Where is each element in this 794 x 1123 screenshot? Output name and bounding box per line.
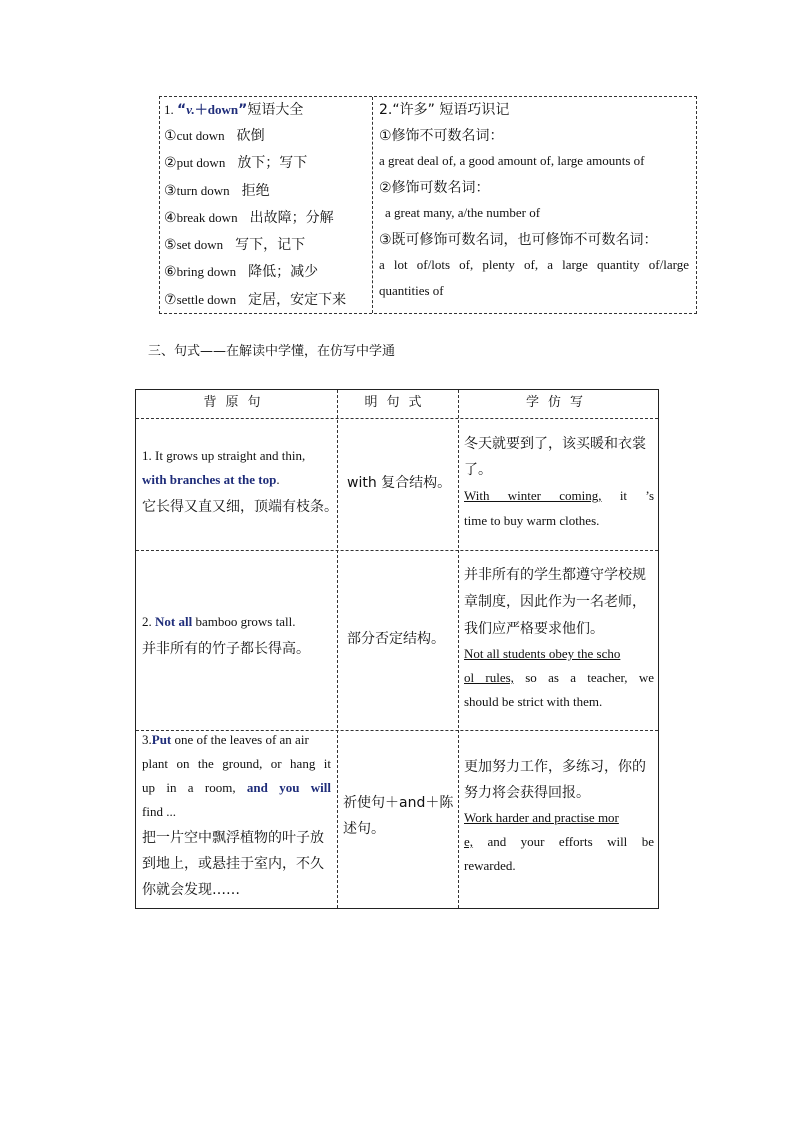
table-row-3-original: 3.Put one of the leaves of an air plant on the ground, or hang it up in a room, and you will find ... 把一片空中飘浮植物的叶子放 到地上，或悬挂于室内，不久 你就会发现…… (142, 732, 332, 898)
v-down-title: 1. “v.＋down”短语大全 (164, 102, 304, 118)
many-title: 2.“许多” 短语巧识记 (379, 102, 510, 118)
phrase-summary-table (159, 96, 697, 314)
phrase-item: ⑤set down 写下，记下 (164, 237, 306, 253)
table-divider (372, 97, 373, 313)
sentence-pattern-table (135, 389, 659, 909)
both-phrases-line1: a lot of/lots of, plenty of, a large quantity of/large (379, 257, 689, 272)
table-row-2-pattern: 部分否定结构。 (347, 631, 445, 647)
header-imitation: 学仿写 (525, 395, 592, 410)
table-row-3-pattern: 祈使句＋and＋陈 述句。 (343, 795, 454, 837)
uncountable-label: ①修饰不可数名词： (379, 128, 504, 144)
table-row-1-imitation: 冬天就要到了，该买暖和衣裳 了。 With winter coming, it ’s time to buy warm clothes. (464, 436, 655, 528)
both-label: ③既可修饰可数名词，也可修饰不可数名词： (379, 232, 658, 248)
table-row-1-pattern: with 复合结构。 (347, 475, 452, 491)
phrase-item: ②put down 放下；写下 (164, 155, 308, 171)
phrase-item: ⑥bring down 降低；减少 (164, 264, 319, 280)
section-heading: 三、句式——在解读中学懂，在仿写中学通 (148, 344, 396, 359)
countable-phrases: a great many, a/the number of (385, 205, 541, 220)
phrase-item: ③turn down 拒绝 (164, 183, 270, 199)
countable-label: ②修饰可数名词： (379, 180, 490, 196)
header-original-sentence: 背原句 (203, 395, 270, 410)
header-pattern: 明句式 (364, 395, 431, 410)
table-row-2-imitation: 并非所有的学生都遵守学校规 章制度，因此作为一名老师， 我们应严格要求他们。 Not all students obey the scho ol rules, so as a teacher, we should be strict with them. (464, 567, 654, 709)
table-row-1-original: 1. It grows up straight and thin, with branches at the top. 它长得又直又细，顶端有枝条。 (142, 448, 338, 515)
phrase-item: ①cut down 砍倒 (164, 128, 265, 144)
uncountable-phrases: a great deal of, a good amount of, large amounts of (379, 153, 645, 168)
phrase-item: ④break down 出故障；分解 (164, 210, 334, 226)
table-row-3-imitation: 更加努力工作，多练习，你的 努力将会获得回报。 Work harder and practise mor e, and your efforts will be rewarded. (464, 759, 654, 873)
both-phrases-line2: quantities of (379, 283, 444, 298)
phrase-item: ⑦settle down 定居，安定下来 (164, 292, 347, 308)
table-row-2-original: 2. Not all bamboo grows tall. 并非所有的竹子都长得高。 (142, 614, 310, 657)
